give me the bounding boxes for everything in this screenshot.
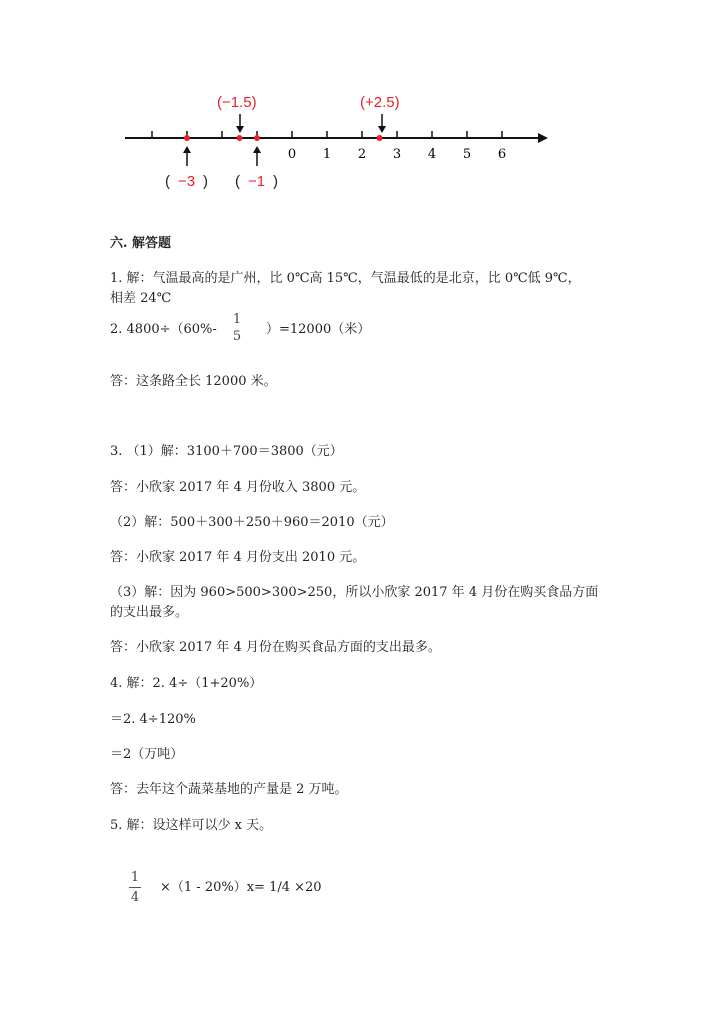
q4-line: 答：去年这个蔬菜基地的产量是 2 万吨。 [110, 782, 348, 797]
up-arrow-icon [253, 146, 261, 166]
fraction [129, 870, 141, 905]
q4-line: ＝2（万吨） [110, 747, 184, 762]
numerator: 1 [130, 870, 140, 885]
q4-line: ＝2. 4÷120% [110, 712, 196, 727]
tick-label: 1 [322, 147, 332, 162]
q2-line: 2. 4800÷（60%- [110, 322, 217, 337]
numerator: 1 [232, 312, 242, 327]
label-minus-1: −1 [248, 173, 266, 190]
paren: ) [273, 173, 278, 190]
down-arrow-icon [378, 114, 386, 133]
paren: ( [235, 173, 240, 190]
denominator: 4 [130, 890, 140, 905]
q3-line: 答：小欣家 2017 年 4 月份收入 3800 元。 [110, 480, 366, 495]
label-plus-2-5: (+2.5) [360, 94, 400, 111]
tick-label: 6 [497, 147, 507, 162]
section-title: 六. 解答题 [110, 236, 172, 251]
paren: ( [165, 173, 170, 190]
point-marker [184, 135, 190, 141]
q5-line: ×（1 - 20%）x= 1/4 ×20 [160, 880, 322, 895]
q2-line: ）=12000（米） [266, 322, 371, 337]
q3-line: 答：小欣家 2017 年 4 月份在购买食品方面的支出最多。 [110, 640, 441, 655]
fraction [230, 312, 244, 344]
point-marker [237, 135, 243, 141]
q4-line: 4. 解：2. 4÷（1+20%） [110, 676, 263, 691]
denominator: 5 [232, 329, 242, 344]
tick-label: 3 [392, 147, 402, 162]
q3-line: 3. （1）解：3100＋700＝3800（元） [110, 444, 343, 459]
point-marker [377, 135, 383, 141]
q3-line: （2）解：500＋300＋250＋960＝2010（元） [110, 515, 394, 530]
q2-answer: 答：这条路全长 12000 米。 [110, 374, 277, 389]
q3-line: （3）解：因为 960>500>300>250，所以小欣家 2017 年 4 月份在购买食品方面 [110, 585, 599, 600]
q3-line: 的支出最多。 [110, 605, 189, 620]
tick-label: 2 [357, 147, 367, 162]
tick-label: 0 [287, 147, 297, 162]
q5-line: 5. 解：设这样可以少 x 天。 [110, 818, 273, 833]
label-minus-1-5: (−1.5) [217, 94, 257, 111]
down-arrow-icon [236, 114, 244, 133]
q1-line: 1. 解：气温最高的是广州，比 0℃高 15℃，气温最低的是北京，比 0℃低 9℃， [110, 271, 581, 286]
up-arrow-icon [183, 146, 191, 166]
arrow-head-icon [538, 133, 548, 143]
paren: ) [203, 173, 208, 190]
tick-label: 4 [427, 147, 437, 162]
tick-label: 5 [462, 147, 472, 162]
q1-line: 相差 24℃ [110, 291, 172, 306]
label-minus-3: −3 [178, 173, 196, 190]
q3-line: 答：小欣家 2017 年 4 月份支出 2010 元。 [110, 550, 366, 565]
point-marker [254, 135, 260, 141]
